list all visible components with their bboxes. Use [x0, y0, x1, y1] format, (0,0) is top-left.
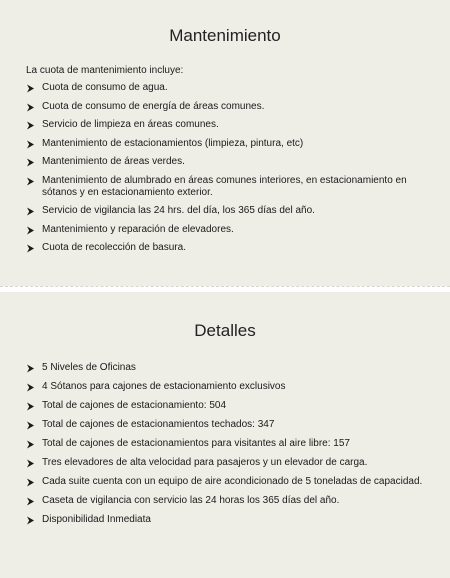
- list-item: [26, 381, 426, 393]
- intro-text: La cuota de mantenimiento incluye:: [26, 65, 184, 76]
- slide-title: Detalles: [194, 321, 256, 340]
- arrow-bullet-icon: [26, 516, 35, 525]
- list-item: [26, 495, 426, 507]
- arrow-bullet-icon: [26, 84, 35, 93]
- list-item: [26, 224, 426, 236]
- list-item: [26, 242, 426, 254]
- list-item-text: Tres elevadores de alta velocidad para pasajeros y un elevador de carga.: [42, 457, 368, 468]
- arrow-bullet-icon: [26, 207, 35, 216]
- arrow-bullet-icon: [26, 402, 35, 411]
- arrow-bullet-icon: [26, 497, 35, 506]
- list-item-text: Mantenimiento de alumbrado en áreas comunes interiores, en estacionamiento en sótanos y en estacionamiento exterior.: [42, 174, 407, 198]
- list-item-text: Cuota de recolección de basura.: [42, 242, 186, 253]
- list-item: [26, 138, 426, 150]
- arrow-bullet-icon: [26, 364, 35, 373]
- bullet-list: [26, 362, 426, 533]
- arrow-bullet-icon: [26, 383, 35, 392]
- list-item: [26, 476, 426, 488]
- arrow-bullet-icon: [26, 140, 35, 149]
- list-item: [26, 362, 426, 374]
- list-item-text: Servicio de vigilancia las 24 hrs. del día, los 365 días del año.: [42, 205, 315, 216]
- list-item-text: Cada suite cuenta con un equipo de aire acondicionado de 5 toneladas de capacidad.: [42, 476, 423, 487]
- list-item: [26, 205, 426, 217]
- list-item-text: Servicio de limpieza en áreas comunes.: [42, 119, 219, 130]
- arrow-bullet-icon: [26, 121, 35, 130]
- list-item-text: Disponibilidad Inmediata: [42, 514, 151, 525]
- list-item: [26, 119, 426, 131]
- slide-mantenimiento: [0, 0, 450, 286]
- arrow-bullet-icon: [26, 478, 35, 487]
- list-item: [26, 514, 426, 526]
- list-item-text: Total de cajones de estacionamientos para visitantes al aire libre: 157: [42, 438, 350, 449]
- bullet-list: [26, 82, 426, 261]
- list-item-text: Caseta de vigilancia con servicio las 24 horas los 365 días del año.: [42, 495, 340, 506]
- list-item-text: 4 Sótanos para cajones de estacionamiento exclusivos: [42, 381, 286, 392]
- list-item: [26, 175, 426, 199]
- list-item: [26, 82, 426, 94]
- list-item: [26, 438, 426, 450]
- arrow-bullet-icon: [26, 103, 35, 112]
- list-item: [26, 419, 426, 431]
- arrow-bullet-icon: [26, 459, 35, 468]
- list-item: [26, 156, 426, 168]
- arrow-bullet-icon: [26, 226, 35, 235]
- arrow-bullet-icon: [26, 440, 35, 449]
- list-item-text: Mantenimiento y reparación de elevadores.: [42, 223, 234, 235]
- list-item: [26, 457, 426, 469]
- list-item-text: Cuota de consumo de energía de áreas comunes.: [42, 100, 265, 112]
- arrow-bullet-icon: [26, 177, 35, 186]
- arrow-bullet-icon: [26, 158, 35, 167]
- list-item-text: Mantenimiento de áreas verdes.: [42, 156, 185, 167]
- list-item: [26, 400, 426, 412]
- slide-title: Mantenimiento: [169, 26, 281, 45]
- list-item-text: Mantenimiento de estacionamientos (limpieza, pintura, etc): [42, 137, 304, 149]
- list-item-text: Total de cajones de estacionamiento: 504: [42, 400, 227, 411]
- arrow-bullet-icon: [26, 244, 35, 253]
- list-item-text: Total de cajones de estacionamientos techados: 347: [42, 419, 275, 430]
- list-item-text: Cuota de consumo de agua.: [42, 82, 168, 93]
- list-item-text: 5 Niveles de Oficinas: [42, 362, 136, 373]
- arrow-bullet-icon: [26, 421, 35, 430]
- list-item: [26, 101, 426, 113]
- slide-detalles: [0, 292, 450, 578]
